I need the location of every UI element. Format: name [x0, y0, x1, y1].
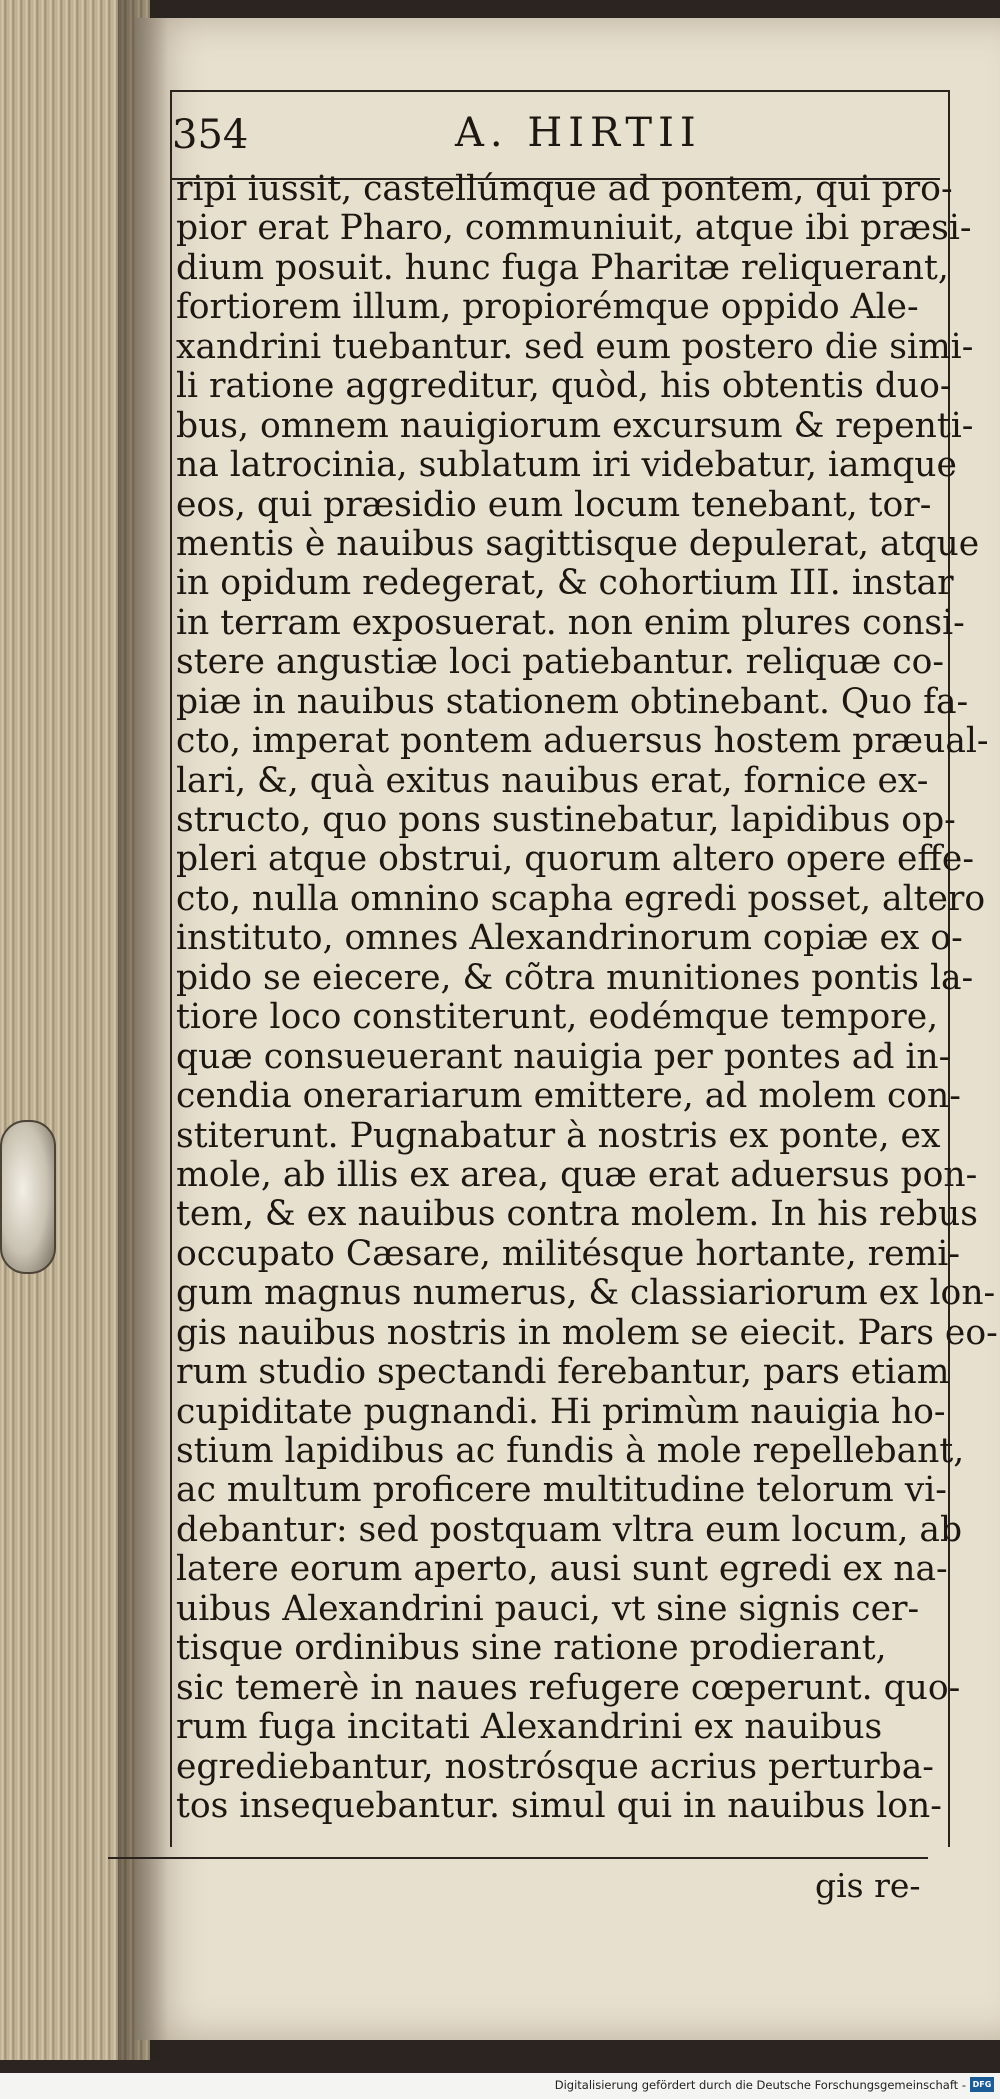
text-line: sic temerè in naues refugere cœperunt. quo- — [176, 1667, 961, 1708]
text-line: piæ in nauibus stationem obtinebant. Quo fa- — [176, 681, 969, 722]
text-line: tisque ordinibus sine ratione prodierant, — [176, 1628, 887, 1669]
text-line: stium lapidibus ac fundis à mole repellebant, — [176, 1431, 965, 1471]
text-line: xandrini tuebantur. sed eum postero die simi- — [176, 326, 974, 367]
catchword: gis re- — [815, 1866, 921, 1905]
text-line: cto, nulla omnino scapha egredi posset, altero — [176, 878, 986, 919]
text-line: bus, omnem nauigiorum excursum & repenti- — [176, 405, 974, 446]
text-line: cupiditate pugnandi. Hi primùm nauigia ho- — [176, 1391, 946, 1432]
text-line: dium posuit. hunc fuga Pharitæ reliquerant, — [176, 247, 949, 288]
digitization-credit: Digitalisierung gefördert durch die Deutsche Forschungsgemeinschaft - — [554, 2078, 966, 2092]
bottom-rule — [108, 1857, 928, 1859]
text-line: occupato Cæsare, militésque hortante, remi- — [176, 1233, 960, 1274]
text-line: ripi iussit, castellúmque ad pontem, qui pro- — [176, 169, 953, 209]
text-line: rum fuga incitati Alexandrini ex nauibus — [176, 1707, 883, 1748]
text-line: mole, ab illis ex area, quæ erat aduersus pon- — [176, 1154, 978, 1195]
text-line: cto, imperat pontem aduersus hostem præual- — [176, 721, 989, 762]
text-line: cendia onerariarum emittere, ad molem con- — [176, 1076, 961, 1117]
text-line: tem, & ex nauibus contra molem. In his rebus — [176, 1194, 978, 1235]
gutter-shadow — [118, 0, 168, 2060]
text-line: eos, qui præsidio eum locum tenebant, tor- — [176, 484, 932, 525]
text-line: instituto, omnes Alexandrinorum copiæ ex o- — [176, 918, 963, 959]
text-line: uibus Alexandrini pauci, vt sine signis cer- — [176, 1588, 920, 1629]
text-line: gis nauibus nostris in molem se eiecit. Pars eo- — [176, 1312, 998, 1353]
text-line: quæ consueuerant nauigia per pontes ad in- — [176, 1036, 951, 1077]
text-line: tos insequebantur. simul qui in nauibus lon- — [176, 1785, 942, 1826]
text-line: debantur: sed postquam vltra eum locum, ab — [176, 1509, 963, 1550]
text-line: mentis è nauibus sagittisque depulerat, atque — [176, 523, 980, 564]
text-line: pleri atque obstrui, quorum altero opere effe- — [176, 839, 974, 880]
text-line: li ratione aggreditur, quòd, his obtentis duo- — [176, 366, 952, 407]
dfg-logo: DFG — [970, 2077, 994, 2092]
text-line: pido se eiecere, & cõtra munitiones pontis la- — [176, 957, 974, 998]
text-line: gum magnus numerus, & classiariorum ex lon- — [176, 1273, 996, 1314]
text-line: structo, quo pons sustinebatur, lapidibus op- — [176, 800, 956, 840]
text-line: egrediebantur, nostrósque acrius perturba- — [176, 1746, 934, 1787]
text-line: tiore loco constiterunt, eodémque tempore, — [176, 997, 939, 1038]
text-line: latere eorum aperto, ausi sunt egredi ex na- — [176, 1549, 948, 1590]
text-line: in terram exposuerat. non enim plures consi- — [176, 602, 965, 643]
text-line: pior erat Pharo, communiuit, atque ibi præsi- — [176, 208, 972, 249]
text-line: fortiorem illum, propiorémque oppido Ale- — [176, 287, 919, 328]
text-line: stere angustiæ loci patiebantur. reliquæ co- — [176, 642, 945, 683]
running-head: A. HIRTII — [455, 110, 702, 156]
clasp-icon — [0, 1120, 56, 1274]
page-text — [176, 169, 998, 1826]
text-line: rum studio spectandi ferebantur, pars etiam — [176, 1352, 950, 1393]
text-line: lari, &, quà exitus nauibus erat, fornice ex- — [176, 760, 929, 801]
text-line: na latrocinia, sublatum iri videbatur, iamque — [176, 445, 957, 486]
text-line: stiterunt. Pugnabatur à nostris ex ponte, ex — [176, 1115, 941, 1156]
text-line: ac multum proficere multitudine telorum vi- — [176, 1470, 947, 1511]
page-number: 354 — [172, 112, 249, 158]
text-line: in opidum redegerat, & cohortium III. instar — [176, 563, 954, 604]
